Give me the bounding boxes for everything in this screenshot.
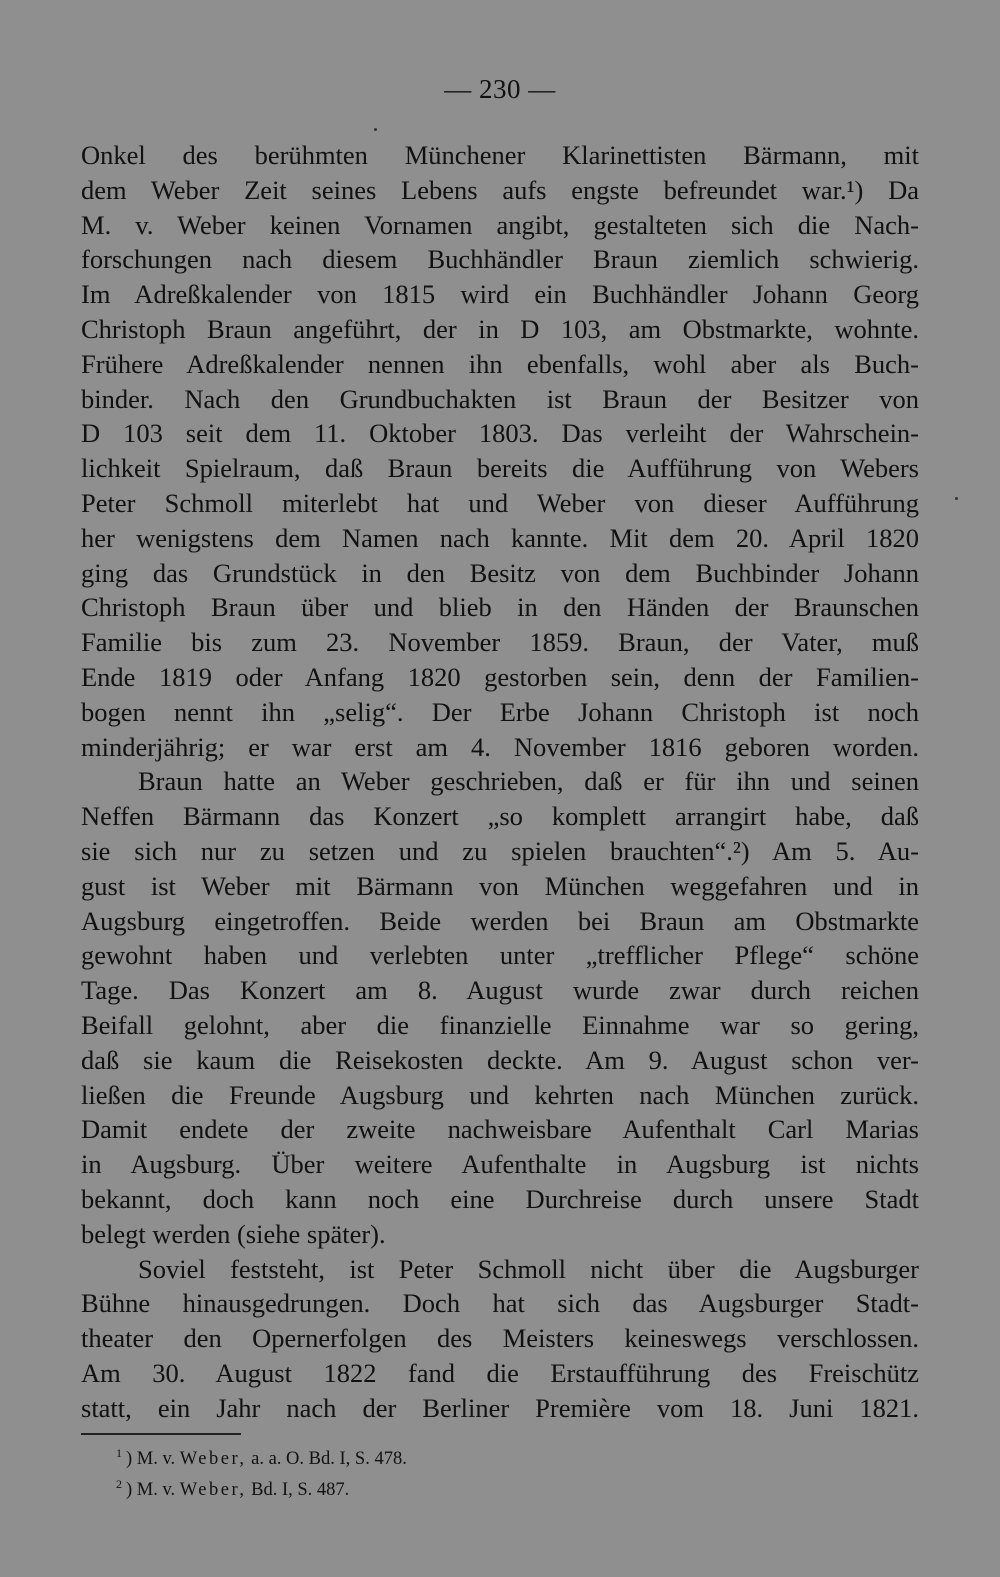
text-line: Soviel feststeht, ist Peter Schmoll nicht über die Augsburger <box>138 1253 919 1284</box>
text-line: Peter Schmoll miterlebt hat und Weber von dieser Aufführung <box>81 487 919 518</box>
footnote-author-initials: M. v. <box>136 1449 176 1470</box>
text-line: ging das Grundstück in den Besitz von dem Buchbinder Johann <box>81 557 919 588</box>
text-line: bekannt, doch kann noch eine Durchreise durch unsere Stadt <box>81 1183 919 1214</box>
body-text <box>81 138 919 1425</box>
text-line: Am 30. August 1822 fand die Erstaufführung des Freischütz <box>81 1357 919 1388</box>
text-line: Neffen Bärmann das Konzert „so komplett arrangirt habe, daß <box>81 801 919 832</box>
text-line: Im Adreßkalender von 1815 wird ein Buchhändler Johann Georg <box>81 279 919 310</box>
text-line: Braun hatte an Weber geschrieben, daß er für ihn und seinen <box>138 766 919 797</box>
text-line: daß sie kaum die Reisekosten deckte. Am 9. August schon ver- <box>81 1044 919 1075</box>
text-line: minderjährig; er war erst am 4. November 1816 geboren worden. <box>81 731 919 762</box>
footnote-reference: Bd. I, S. 487. <box>251 1480 350 1501</box>
text-line: lichkeit Spielraum, daß Braun bereits die Aufführung von Webers <box>81 453 919 484</box>
footnote-author-name: Weber, <box>179 1480 247 1501</box>
text-line: Christoph Braun über und blieb in den Händen der Braunschen <box>81 592 919 623</box>
text-line: Familie bis zum 23. November 1859. Braun, der Vater, muß <box>81 627 919 658</box>
text-line: Christoph Braun angeführt, der in D 103, am Obstmarkte, wohnte. <box>81 313 919 344</box>
footnote <box>116 1469 828 1501</box>
text-line: Ende 1819 oder Anfang 1820 gestorben sein, denn der Familien- <box>81 661 919 692</box>
footnote-author-initials: M. v. <box>136 1480 176 1501</box>
footnotes <box>116 1438 828 1501</box>
text-line: her wenigstens dem Namen nach kannte. Mit dem 20. April 1820 <box>81 522 919 553</box>
footnote-mark: 1 <box>116 1446 122 1460</box>
footnote-author-name: Weber, <box>179 1449 247 1470</box>
scan-speck <box>955 497 958 500</box>
footnote-mark: 2 <box>116 1477 122 1491</box>
text-line: belegt werden (siehe später). <box>81 1218 386 1249</box>
scan-speck <box>374 128 377 131</box>
text-line: Augsburg eingetroffen. Beide werden bei Braun am Obstmarkte <box>81 905 919 936</box>
text-line: forschungen nach diesem Buchhändler Braun ziemlich schwierig. <box>81 244 919 275</box>
text-line: dem Weber Zeit seines Lebens aufs engste befreundet war.¹) Da <box>81 174 919 205</box>
page-number: — 230 — <box>444 74 556 104</box>
text-line: gewohnt haben und verlebten unter „trefflicher Pflege“ schöne <box>81 940 919 971</box>
footnote-paren: ) <box>126 1480 137 1501</box>
footnote-paren: ) <box>126 1449 137 1470</box>
text-line: Tage. Das Konzert am 8. August wurde zwar durch reichen <box>81 975 919 1006</box>
text-line: bogen nennt ihn „selig“. Der Erbe Johann Christoph ist noch <box>81 696 919 727</box>
text-line: Onkel des berühmten Münchener Klarinettisten Bärmann, mit <box>81 140 919 170</box>
text-line: D 103 seit dem 11. Oktober 1803. Das verleiht der Wahrschein- <box>81 418 919 449</box>
text-line: Bühne hinausgedrungen. Doch hat sich das Augsburger Stadt- <box>81 1288 919 1319</box>
text-line: ließen die Freunde Augsburg und kehrten nach München zurück. <box>81 1079 919 1110</box>
text-line: statt, ein Jahr nach der Berliner Première vom 18. Juni 1821. <box>81 1392 919 1423</box>
text-line: sie sich nur zu setzen und zu spielen brauchten“.²) Am 5. Au- <box>81 835 919 866</box>
footnote <box>116 1438 828 1470</box>
text-line: gust ist Weber mit Bärmann von München weggefahren und in <box>81 870 919 901</box>
text-line: Damit endete der zweite nachweisbare Aufenthalt Carl Marias <box>81 1114 919 1145</box>
text-line: in Augsburg. Über weitere Aufenthalte in Augsburg ist nichts <box>81 1149 919 1180</box>
text-line: M. v. Weber keinen Vornamen angibt, gestalteten sich die Nach- <box>81 209 919 240</box>
text-line: Frühere Adreßkalender nennen ihn ebenfalls, wohl aber als Buch- <box>81 348 919 379</box>
text-line: binder. Nach den Grundbuchakten ist Braun der Besitzer von <box>81 383 919 414</box>
footnote-rule <box>81 1433 241 1435</box>
text-line: Beifall gelohnt, aber die finanzielle Einnahme war so gering, <box>81 1009 919 1040</box>
footnote-reference: a. a. O. Bd. I, S. 478. <box>251 1449 407 1470</box>
text-line: theater den Opernerfolgen des Meisters keineswegs verschlossen. <box>81 1323 919 1354</box>
